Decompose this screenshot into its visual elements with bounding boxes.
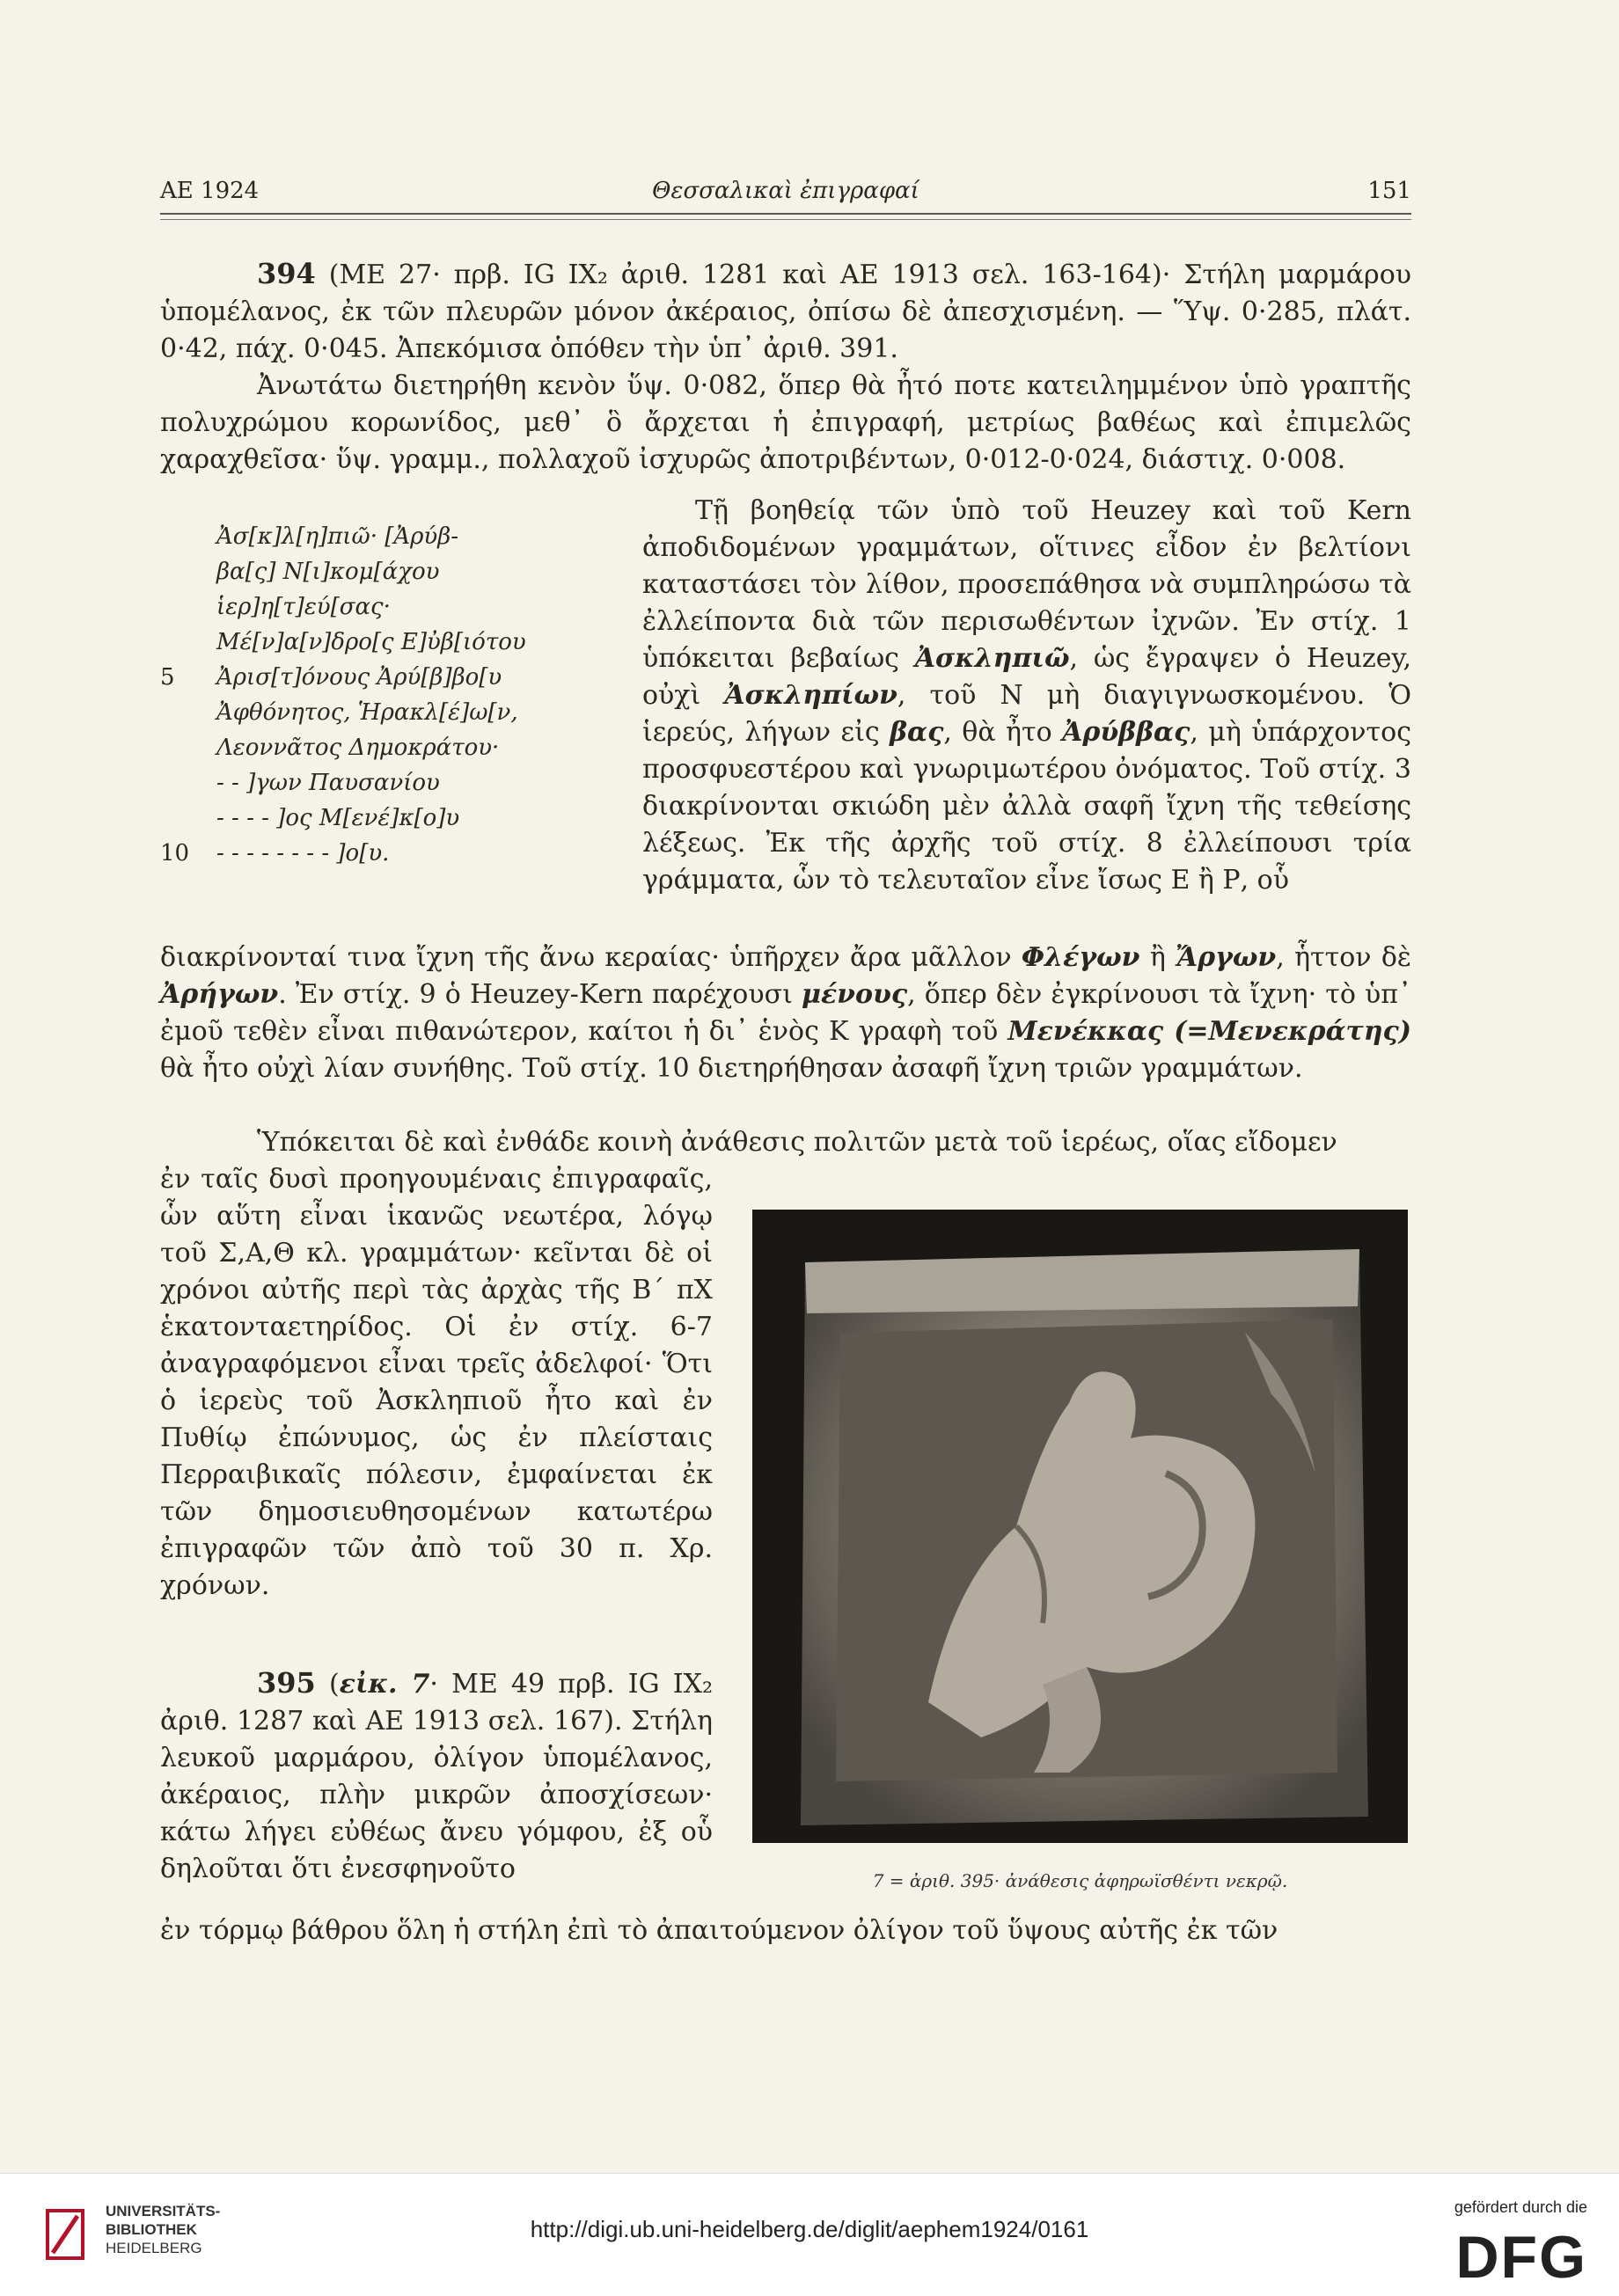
inscription-transcription: [160, 519, 653, 871]
inscription-line: Ἀφθόνητος, Ἡρακλ[έ]ω[ν,: [216, 699, 518, 726]
inscription-line: - - - - ]ος Μ[ενέ]κ[ο]υ: [216, 805, 460, 831]
funding-note: gefördert durch die: [1454, 2198, 1587, 2216]
entry-394-paragraph: [160, 255, 1411, 368]
description-paragraph: Ἀνωτάτω διετηρήθη κενὸν ὕψ. 0·082, ὅπερ θὰ ἦτό ποτε κατειλημμένον ὑπὸ γραπτῆς πολυχρώμου κορωνίδος, μεθ᾿ ὃ ἄρχεται ἡ ἐπιγραφή, μετρίως βαθέως καὶ ἐπιμελῶς χαραχθεῖσα· ὕψ. γραμμ., πολλαχοῦ ἰσχυρῶς ἀποτριβέντων, 0·012-0·024, διάστιχ. 0·008.: [160, 370, 1411, 475]
header-rule-thin: [160, 219, 1411, 220]
closing-line: ἐν τόρμῳ βάθρου ὅλη ἡ στήλη ἐπὶ τὸ ἀπαιτούμενον ὀλίγον τοῦ ὕψους αὐτῆς ἐκ τῶν: [160, 1915, 1278, 1946]
inscription-line: - - ]γων Παυσανίου: [216, 770, 440, 796]
header-journal: ΑΕ 1924: [160, 178, 260, 204]
inscription-line: 5 Ἀρισ[τ]όνους Ἀρύ[β]βο[υ: [160, 664, 502, 691]
stele-relief-image: [752, 1210, 1408, 1843]
inscription-line: Ἀσ[κ]λ[η]πιῶ· [Ἀρύβ-: [216, 523, 459, 550]
university-library-name: UNIVERSITÄTS- BIBLIOTHEK HEIDELBERG: [106, 2203, 221, 2256]
figure-caption: 7 = ἀριθ. 395· ἀνάθεσις ἀφηρωϊσθέντι νεκρῷ.: [872, 1870, 1288, 1891]
permalink-url[interactable]: http://digi.ub.uni-heidelberg.de/diglit/aephem1924/0161: [530, 2216, 1089, 2242]
inscription-line: βα[ς] Ν[ι]κομ[άχου: [216, 559, 440, 585]
entry-text: (ΜΕ 27· πρβ. IG IX₂ ἀριθ. 1281 καὶ ΑΕ 1913 σελ. 163-164)· Στήλη μαρμάρου ὑπομέλανος, ἐκ τῶν πλευρῶν μόνον ἀκέραιος, ὀπίσω δὲ ἀπεσχισμένη. — Ὕψ. 0·285, πλάτ. 0·42, πάχ. 0·045. Ἀπεκόμισα ὁπόθεν τὴν ὑπ᾿ ἀριθ. 391.: [160, 260, 1411, 364]
inscription-line: Λεοννᾶτος Δημοκράτου·: [216, 735, 500, 761]
inscription-line: 10 - - - - - - - - ]ο[υ.: [160, 840, 390, 866]
header-rule: [160, 213, 1411, 215]
header-title: Θεσσαλικαὶ ἐπιγραφαί: [652, 178, 919, 204]
relief-photograph: [752, 1210, 1408, 1843]
inscription-line: Μέ[ν]α[ν]δρο[ς Ε]ὐβ[ιότου: [216, 629, 526, 655]
running-header: [160, 178, 1411, 213]
dedication-paragraph-column: ἐν ταῖς δυσὶ προηγουμέναις ἐπιγραφαῖς, ὧν αὕτη εἶναι ἱκανῶς νεωτέρα, λόγῳ τοῦ Σ,Α,Θ κλ. γραμμάτων· κεῖνται δὲ οἱ χρόνοι αὐτῆς περὶ τὰς ἀρχὰς τῆς Β΄ πΧ ἑκατονταετηρίδος. Οἱ ἐν στίχ. 6-7 ἀναγραφόμενοι εἶναι τρεῖς ἀδελφοί· Ὅτι ὁ ἱερεὺς τοῦ Ἀσκληπιοῦ ἦτο καὶ ἐν Πυθίῳ ἐπώνυμος, ὡς ἐν πλείσταις Περραιβικαῖς πόλεσιν, ἐμφαίνεται ἐκ τῶν δημοσιευθησομένων κατωτέρω ἐπιγραφῶν τῶν ἀπὸ τοῦ 30 π. Χρ. χρόνων.: [160, 1164, 713, 1601]
page-number: 151: [1367, 178, 1411, 204]
dfg-logo: DFG: [1455, 2224, 1587, 2291]
inscription-line: ἱερ]η[τ]εύ[σας·: [216, 594, 391, 620]
commentary-paragraph: Τῇ βοηθείᾳ τῶν ὑπὸ τοῦ Heuzey καὶ τοῦ Kern ἀποδιδομένων γραμμάτων, οἵτινες εἶδον ἐν βελτίονι καταστάσει τὸν λίθον, προσεπάθησα νὰ συμπληρώσω τὰ ἐλλείποντα διὰ τῶν περισωθέντων ἰχνῶν. Ἐν στίχ. 1 ὑπόκειται βεβαίως Ἀσκληπιῶ, ὡς ἔγραψεν ὁ Heuzey, οὐχὶ Ἀσκληπίων, τοῦ Ν μὴ διαγιγνωσκομένου. Ὁ ἱερεύς, λήγων εἰς βας, θὰ ἦτο Ἀρύββας, μὴ ὑπάρχοντος προσφυεστέρου καὶ γνωριμωτέρου ὀνόματος. Τοῦ στίχ. 3 διακρίνονται σκιώδη μὲν ἀλλὰ σαφῆ ἴχνη τῆς τεθείσης λέξεως. Ἐκ τῆς ἀρχῆς τοῦ στίχ. 8 ἐλλείπουσι τρία γράμματα, ὧν τὸ τελευταῖον εἶνε ἴσως Ε ἢ Ρ, οὗ: [642, 495, 1411, 896]
commentary-continued: διακρίνονταί τινα ἴχνη τῆς ἄνω κεραίας· ὑπῆρχεν ἄρα μᾶλλον Φλέγων ἢ Ἄργων, ἧττον δὲ Ἀρήγων. Ἐν στίχ. 9 ὁ Heuzey-Kern παρέχουσι μένους, ὅπερ δὲν ἐγκρίνουσι τὰ ἴχνη· τὸ ὑπ᾿ ἐμοῦ τεθὲν εἶναι πιθανώτερον, καίτοι ἡ δι᾿ ἑνὸς Κ γραφὴ τοῦ Μενέκκας (=Μενεκράτης) θὰ ἦτο οὐχὶ λίαν συνήθης. Τοῦ στίχ. 10 διετηρήθησαν ἀσαφῆ ἴχνη τριῶν γραμμάτων.: [160, 942, 1412, 1084]
dedication-paragraph: Ὑπόκειται δὲ καὶ ἐνθάδε κοινὴ ἀνάθεσις πολιτῶν μετὰ τοῦ ἱερέως, οἵας εἴδομεν: [257, 1127, 1337, 1158]
entry-395-paragraph: 395 (εἰκ. 7· ΜΕ 49 πρβ. IG IX₂ ἀριθ. 1287 καὶ ΑΕ 1913 σελ. 167). Στήλη λευκοῦ μαρμάρου, ὀλίγον ὑπομέλανος, ἀκέραιος, πλὴν μικρῶν ἀποσχίσεων· κάτω λήγει εὐθέως ἄνευ γόμφου, ἐξ οὗ δηλοῦται ὅτι ἐνεσφηνοῦτο: [160, 1666, 713, 1884]
digitization-footer: [0, 2173, 1619, 2296]
entry-number: 394: [257, 257, 316, 290]
